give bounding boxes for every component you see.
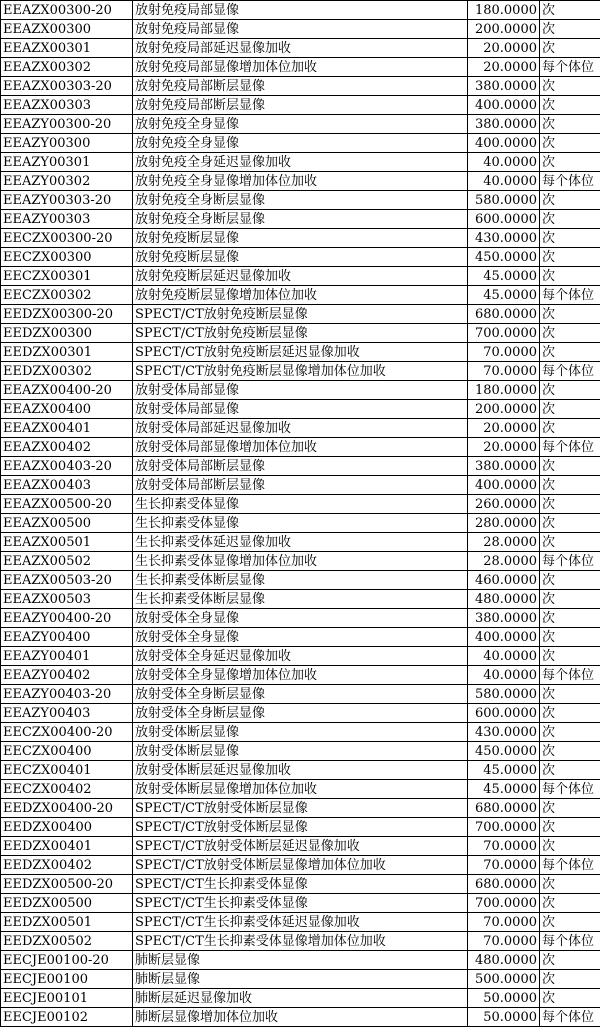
table-row	[1, 894, 600, 913]
table-row	[1, 419, 600, 438]
item-code-cell: EEAZX00500-20	[1, 495, 133, 514]
item-price-cell: 380.0000	[468, 457, 540, 476]
table-row	[1, 970, 600, 989]
table-row	[1, 324, 600, 343]
item-unit-cell: 次	[540, 381, 600, 400]
item-unit-cell: 次	[540, 1, 600, 20]
table-row	[1, 723, 600, 742]
item-code-cell: EEAZX00400	[1, 400, 133, 419]
item-price-cell: 380.0000	[468, 77, 540, 96]
item-code-cell: EEDZX00500	[1, 894, 133, 913]
item-unit-cell: 次	[540, 305, 600, 324]
item-code-cell: EEDZX00401	[1, 837, 133, 856]
table-row	[1, 932, 600, 951]
table-row	[1, 96, 600, 115]
item-code-cell: EEAZX00503-20	[1, 571, 133, 590]
item-name-cell: 放射受体断层显像	[133, 742, 468, 761]
item-unit-cell: 次	[540, 39, 600, 58]
table-row	[1, 609, 600, 628]
item-name-cell: 放射免疫全身显像	[133, 134, 468, 153]
item-name-cell: 生长抑素受体显像增加体位加收	[133, 552, 468, 571]
item-code-cell: EEAZY00400	[1, 628, 133, 647]
item-code-cell: EEAZX00300	[1, 20, 133, 39]
table-row	[1, 951, 600, 970]
item-name-cell: SPECT/CT放射受体断层显像	[133, 799, 468, 818]
item-unit-cell: 次	[540, 229, 600, 248]
item-code-cell: EEAZY00301	[1, 153, 133, 172]
item-unit-cell: 次	[540, 761, 600, 780]
item-code-cell: EEAZX00401	[1, 419, 133, 438]
item-code-cell: EEAZY00303	[1, 210, 133, 229]
item-name-cell: 放射受体断层显像增加体位加收	[133, 780, 468, 799]
item-code-cell: EECJE00100-20	[1, 951, 133, 970]
item-price-cell: 20.0000	[468, 58, 540, 77]
item-unit-cell: 次	[540, 400, 600, 419]
item-unit-cell: 每个体位	[540, 362, 600, 381]
item-unit-cell: 次	[540, 989, 600, 1008]
item-unit-cell: 次	[540, 533, 600, 552]
item-name-cell: SPECT/CT生长抑素受体延迟显像加收	[133, 913, 468, 932]
item-code-cell: EECZX00301	[1, 267, 133, 286]
item-name-cell: SPECT/CT放射免疫断层显像	[133, 305, 468, 324]
item-name-cell: 放射免疫局部延迟显像加收	[133, 39, 468, 58]
table-row	[1, 286, 600, 305]
item-name-cell: 生长抑素受体断层显像	[133, 590, 468, 609]
table-row	[1, 989, 600, 1008]
item-price-cell: 430.0000	[468, 229, 540, 248]
item-price-cell: 40.0000	[468, 666, 540, 685]
item-unit-cell: 次	[540, 742, 600, 761]
item-unit-cell: 每个体位	[540, 932, 600, 951]
item-price-cell: 20.0000	[468, 39, 540, 58]
table-row	[1, 343, 600, 362]
item-price-cell: 400.0000	[468, 96, 540, 115]
item-price-cell: 70.0000	[468, 856, 540, 875]
item-price-cell: 45.0000	[468, 780, 540, 799]
item-name-cell: 放射受体全身显像	[133, 609, 468, 628]
table-row	[1, 134, 600, 153]
item-code-cell: EEAZX00300-20	[1, 1, 133, 20]
item-price-cell: 700.0000	[468, 818, 540, 837]
item-price-cell: 680.0000	[468, 799, 540, 818]
item-name-cell: 放射受体全身显像	[133, 628, 468, 647]
item-unit-cell: 每个体位	[540, 1008, 600, 1027]
item-price-cell: 45.0000	[468, 267, 540, 286]
item-code-cell: EEAZX00303-20	[1, 77, 133, 96]
item-price-cell: 45.0000	[468, 286, 540, 305]
item-name-cell: 放射免疫局部断层显像	[133, 96, 468, 115]
table-row	[1, 704, 600, 723]
item-name-cell: 生长抑素受体显像	[133, 514, 468, 533]
item-price-cell: 460.0000	[468, 571, 540, 590]
table-row	[1, 552, 600, 571]
item-name-cell: 放射免疫断层显像	[133, 248, 468, 267]
item-unit-cell: 次	[540, 970, 600, 989]
item-code-cell: EECJE00102	[1, 1008, 133, 1027]
item-name-cell: SPECT/CT生长抑素受体显像	[133, 875, 468, 894]
item-code-cell: EEAZX00403	[1, 476, 133, 495]
item-name-cell: 肺断层显像增加体位加收	[133, 1008, 468, 1027]
item-unit-cell: 次	[540, 685, 600, 704]
item-unit-cell: 每个体位	[540, 172, 600, 191]
item-price-cell: 70.0000	[468, 913, 540, 932]
table-row	[1, 818, 600, 837]
item-price-cell: 400.0000	[468, 134, 540, 153]
item-unit-cell: 次	[540, 837, 600, 856]
item-price-cell: 28.0000	[468, 552, 540, 571]
item-code-cell: EEAZX00403-20	[1, 457, 133, 476]
item-name-cell: 放射免疫局部显像	[133, 1, 468, 20]
item-name-cell: 放射受体局部断层显像	[133, 457, 468, 476]
item-code-cell: EEAZY00400-20	[1, 609, 133, 628]
table-row	[1, 1, 600, 20]
item-code-cell: EEDZX00400-20	[1, 799, 133, 818]
item-unit-cell: 次	[540, 248, 600, 267]
item-unit-cell: 次	[540, 457, 600, 476]
item-unit-cell: 每个体位	[540, 552, 600, 571]
item-price-cell: 400.0000	[468, 628, 540, 647]
item-unit-cell: 次	[540, 818, 600, 837]
table-row	[1, 362, 600, 381]
item-price-cell: 70.0000	[468, 343, 540, 362]
item-code-cell: EEAZY00300	[1, 134, 133, 153]
table-row	[1, 856, 600, 875]
item-unit-cell: 次	[540, 875, 600, 894]
table-row	[1, 39, 600, 58]
item-price-cell: 50.0000	[468, 989, 540, 1008]
item-code-cell: EECZX00302	[1, 286, 133, 305]
table-row	[1, 153, 600, 172]
item-price-cell: 200.0000	[468, 400, 540, 419]
item-price-cell: 600.0000	[468, 704, 540, 723]
item-unit-cell: 次	[540, 495, 600, 514]
table-row	[1, 58, 600, 77]
table-row	[1, 571, 600, 590]
table-row	[1, 590, 600, 609]
item-unit-cell: 次	[540, 590, 600, 609]
table-row	[1, 77, 600, 96]
item-price-cell: 700.0000	[468, 894, 540, 913]
item-name-cell: 放射受体全身延迟显像加收	[133, 647, 468, 666]
item-price-cell: 260.0000	[468, 495, 540, 514]
item-code-cell: EEAZX00500	[1, 514, 133, 533]
table-row	[1, 875, 600, 894]
item-code-cell: EEAZY00403-20	[1, 685, 133, 704]
item-unit-cell: 次	[540, 628, 600, 647]
item-code-cell: EEDZX00302	[1, 362, 133, 381]
item-price-cell: 480.0000	[468, 951, 540, 970]
item-name-cell: 放射受体局部显像增加体位加收	[133, 438, 468, 457]
table-row	[1, 628, 600, 647]
table-row	[1, 476, 600, 495]
item-unit-cell: 次	[540, 267, 600, 286]
table-row	[1, 172, 600, 191]
table-row	[1, 837, 600, 856]
item-unit-cell: 每个体位	[540, 438, 600, 457]
item-unit-cell: 次	[540, 96, 600, 115]
item-name-cell: 放射免疫断层延迟显像加收	[133, 267, 468, 286]
item-name-cell: SPECT/CT生长抑素受体显像	[133, 894, 468, 913]
item-code-cell: EEDZX00300-20	[1, 305, 133, 324]
item-code-cell: EEDZX00402	[1, 856, 133, 875]
table-row	[1, 647, 600, 666]
item-price-cell: 380.0000	[468, 609, 540, 628]
item-unit-cell: 次	[540, 153, 600, 172]
item-price-cell: 28.0000	[468, 533, 540, 552]
item-code-cell: EECZX00300-20	[1, 229, 133, 248]
table-row	[1, 20, 600, 39]
item-price-cell: 40.0000	[468, 647, 540, 666]
table-row	[1, 913, 600, 932]
table-row	[1, 381, 600, 400]
item-unit-cell: 次	[540, 20, 600, 39]
item-unit-cell: 次	[540, 647, 600, 666]
item-name-cell: 肺断层显像	[133, 970, 468, 989]
table-row	[1, 514, 600, 533]
item-name-cell: SPECT/CT放射免疫断层延迟显像加收	[133, 343, 468, 362]
item-name-cell: SPECT/CT放射受体断层显像增加体位加收	[133, 856, 468, 875]
item-unit-cell: 次	[540, 77, 600, 96]
item-code-cell: EEAZX00402	[1, 438, 133, 457]
item-unit-cell: 每个体位	[540, 286, 600, 305]
item-code-cell: EEDZX00502	[1, 932, 133, 951]
item-name-cell: 放射免疫全身断层显像	[133, 210, 468, 229]
item-name-cell: 放射免疫全身延迟显像加收	[133, 153, 468, 172]
item-name-cell: 放射受体断层延迟显像加收	[133, 761, 468, 780]
table-row	[1, 248, 600, 267]
item-name-cell: 放射免疫断层显像增加体位加收	[133, 286, 468, 305]
item-price-cell: 680.0000	[468, 305, 540, 324]
item-price-cell: 20.0000	[468, 419, 540, 438]
item-price-cell: 450.0000	[468, 742, 540, 761]
item-unit-cell: 每个体位	[540, 58, 600, 77]
item-code-cell: EEAZX00502	[1, 552, 133, 571]
item-code-cell: EEAZY00300-20	[1, 115, 133, 134]
item-unit-cell: 次	[540, 799, 600, 818]
item-unit-cell: 每个体位	[540, 666, 600, 685]
item-code-cell: EECZX00400-20	[1, 723, 133, 742]
item-unit-cell: 次	[540, 210, 600, 229]
item-price-cell: 180.0000	[468, 381, 540, 400]
item-price-cell: 580.0000	[468, 191, 540, 210]
item-code-cell: EEAZX00303	[1, 96, 133, 115]
item-price-cell: 450.0000	[468, 248, 540, 267]
item-unit-cell: 每个体位	[540, 780, 600, 799]
item-name-cell: 放射受体局部显像	[133, 400, 468, 419]
table-row	[1, 115, 600, 134]
item-price-cell: 40.0000	[468, 153, 540, 172]
item-name-cell: 放射受体局部断层显像	[133, 476, 468, 495]
item-price-cell: 600.0000	[468, 210, 540, 229]
table-row	[1, 761, 600, 780]
item-code-cell: EEDZX00300	[1, 324, 133, 343]
table-row	[1, 780, 600, 799]
item-unit-cell: 次	[540, 115, 600, 134]
item-code-cell: EECZX00300	[1, 248, 133, 267]
item-price-cell: 50.0000	[468, 1008, 540, 1027]
item-price-cell: 400.0000	[468, 476, 540, 495]
table-row	[1, 685, 600, 704]
item-code-cell: EEDZX00501	[1, 913, 133, 932]
item-name-cell: SPECT/CT放射受体断层显像	[133, 818, 468, 837]
item-name-cell: 生长抑素受体显像	[133, 495, 468, 514]
item-name-cell: 放射免疫全身显像增加体位加收	[133, 172, 468, 191]
item-name-cell: 放射免疫全身显像	[133, 115, 468, 134]
item-name-cell: 生长抑素受体延迟显像加收	[133, 533, 468, 552]
item-price-cell: 680.0000	[468, 875, 540, 894]
table-row	[1, 533, 600, 552]
item-name-cell: SPECT/CT放射免疫断层显像增加体位加收	[133, 362, 468, 381]
item-unit-cell: 次	[540, 476, 600, 495]
item-code-cell: EEAZX00501	[1, 533, 133, 552]
item-name-cell: 放射受体全身断层显像	[133, 704, 468, 723]
item-price-cell: 380.0000	[468, 115, 540, 134]
item-price-cell: 480.0000	[468, 590, 540, 609]
item-name-cell: 放射免疫全身断层显像	[133, 191, 468, 210]
item-price-cell: 280.0000	[468, 514, 540, 533]
item-name-cell: 肺断层延迟显像加收	[133, 989, 468, 1008]
item-price-cell: 430.0000	[468, 723, 540, 742]
item-code-cell: EECZX00400	[1, 742, 133, 761]
item-code-cell: EECJE00101	[1, 989, 133, 1008]
item-name-cell: SPECT/CT放射免疫断层显像	[133, 324, 468, 343]
item-code-cell: EEAZX00301	[1, 39, 133, 58]
item-unit-cell: 次	[540, 609, 600, 628]
item-unit-cell: 次	[540, 951, 600, 970]
item-price-cell: 700.0000	[468, 324, 540, 343]
item-unit-cell: 次	[540, 514, 600, 533]
item-name-cell: SPECT/CT放射受体断层延迟显像加收	[133, 837, 468, 856]
item-price-cell: 45.0000	[468, 761, 540, 780]
item-unit-cell: 次	[540, 571, 600, 590]
table-row	[1, 495, 600, 514]
table-row	[1, 742, 600, 761]
item-code-cell: EECZX00401	[1, 761, 133, 780]
table-row	[1, 210, 600, 229]
item-name-cell: 放射受体局部延迟显像加收	[133, 419, 468, 438]
item-code-cell: EEDZX00500-20	[1, 875, 133, 894]
item-price-cell: 20.0000	[468, 438, 540, 457]
item-unit-cell: 次	[540, 913, 600, 932]
item-price-cell: 70.0000	[468, 837, 540, 856]
item-code-cell: EEDZX00301	[1, 343, 133, 362]
item-unit-cell: 次	[540, 343, 600, 362]
table-row	[1, 267, 600, 286]
item-name-cell: 放射免疫局部显像增加体位加收	[133, 58, 468, 77]
item-price-cell: 500.0000	[468, 970, 540, 989]
item-name-cell: SPECT/CT生长抑素受体显像增加体位加收	[133, 932, 468, 951]
item-name-cell: 肺断层显像	[133, 951, 468, 970]
table-row	[1, 457, 600, 476]
item-unit-cell: 次	[540, 191, 600, 210]
item-price-cell: 40.0000	[468, 172, 540, 191]
table-row	[1, 799, 600, 818]
item-code-cell: EEAZY00403	[1, 704, 133, 723]
item-unit-cell: 次	[540, 134, 600, 153]
item-code-cell: EECJE00100	[1, 970, 133, 989]
table-row	[1, 666, 600, 685]
item-name-cell: 放射免疫局部断层显像	[133, 77, 468, 96]
item-name-cell: 放射受体全身断层显像	[133, 685, 468, 704]
item-price-cell: 580.0000	[468, 685, 540, 704]
item-code-cell: EEAZY00402	[1, 666, 133, 685]
table-row	[1, 229, 600, 248]
item-unit-cell: 次	[540, 704, 600, 723]
item-code-cell: EEAZX00302	[1, 58, 133, 77]
table-row	[1, 191, 600, 210]
item-unit-cell: 次	[540, 723, 600, 742]
item-name-cell: 生长抑素受体断层显像	[133, 571, 468, 590]
item-name-cell: 放射免疫局部显像	[133, 20, 468, 39]
item-price-cell: 200.0000	[468, 20, 540, 39]
item-code-cell: EEAZY00303-20	[1, 191, 133, 210]
item-code-cell: EEAZY00302	[1, 172, 133, 191]
item-code-cell: EEAZX00503	[1, 590, 133, 609]
item-price-cell: 180.0000	[468, 1, 540, 20]
item-name-cell: 放射受体局部显像	[133, 381, 468, 400]
price-table-body	[1, 1, 600, 1027]
item-price-cell: 70.0000	[468, 362, 540, 381]
item-unit-cell: 次	[540, 419, 600, 438]
table-row	[1, 400, 600, 419]
item-code-cell: EEAZY00401	[1, 647, 133, 666]
item-price-cell: 70.0000	[468, 932, 540, 951]
item-name-cell: 放射受体全身显像增加体位加收	[133, 666, 468, 685]
item-code-cell: EECZX00402	[1, 780, 133, 799]
item-name-cell: 放射免疫断层显像	[133, 229, 468, 248]
table-row	[1, 305, 600, 324]
table-row	[1, 438, 600, 457]
item-code-cell: EEDZX00400	[1, 818, 133, 837]
table-row	[1, 1008, 600, 1027]
item-unit-cell: 次	[540, 894, 600, 913]
item-unit-cell: 次	[540, 324, 600, 343]
item-name-cell: 放射受体断层显像	[133, 723, 468, 742]
item-unit-cell: 每个体位	[540, 856, 600, 875]
item-code-cell: EEAZX00400-20	[1, 381, 133, 400]
